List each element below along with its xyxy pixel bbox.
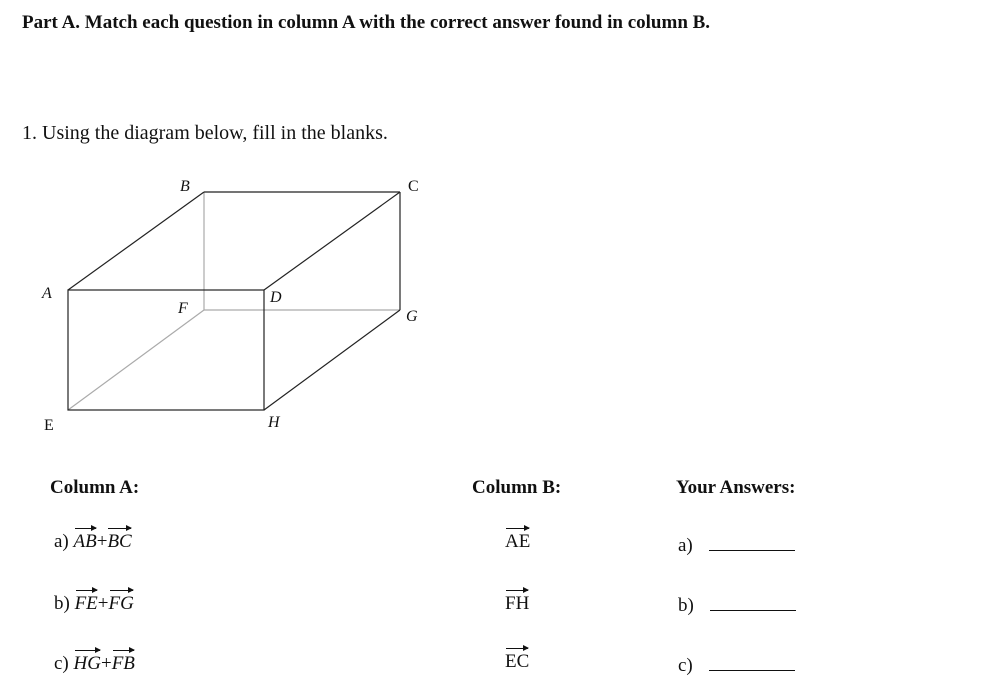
vector-term: FE [74,593,98,614]
vector-term: BC [107,531,132,552]
answer-label: a) [678,535,693,556]
vector-term: FB [111,653,135,674]
answer-row-a [678,535,795,557]
question-text: 1. Using the diagram below, fill in the blanks. [22,122,388,144]
answer-blank[interactable] [709,656,795,671]
item-prefix: a) [54,531,69,552]
operator: + [96,531,108,552]
label-G: G [406,308,418,325]
column-a-heading: Column A: [50,477,140,498]
column-b-item-2 [505,593,529,615]
answers-heading: Your Answers: [676,477,796,498]
vector-term: HG [73,653,101,674]
column-a-item-c [54,653,135,675]
label-B: B [180,178,190,195]
edge-CD [264,192,400,290]
item-prefix: c) [54,653,69,674]
column-a-item-a [54,531,132,553]
part-title: Part A. Match each question in column A with the correct answer found in column B. [22,12,711,33]
answer-label: c) [678,655,693,676]
column-b-item-3 [505,651,529,673]
label-C: C [408,178,419,195]
label-D: D [270,289,282,306]
edge-GH [264,310,400,410]
label-F: F [178,300,188,317]
vector-term: FH [505,593,530,614]
edge-AB [68,192,204,290]
operator: + [100,653,112,674]
column-b-heading: Column B: [472,477,562,498]
column-a-item-b [54,593,134,615]
vector-term: AB [73,531,97,552]
front-face [68,290,264,410]
operator: + [97,593,109,614]
answer-blank[interactable] [709,536,795,551]
vector-term: AE [505,531,531,552]
vector-term: FG [108,593,134,614]
answer-blank[interactable] [710,596,796,611]
column-b-item-1 [505,531,530,553]
answer-label: b) [678,595,694,616]
item-prefix: b) [54,593,70,614]
label-E: E [44,417,54,434]
vector-term: EC [505,651,530,672]
label-H: H [268,414,280,431]
answer-row-b [678,595,796,617]
edge-EF [68,310,204,410]
answer-row-c [678,655,795,677]
box-diagram [0,170,460,440]
label-A: A [42,285,52,302]
